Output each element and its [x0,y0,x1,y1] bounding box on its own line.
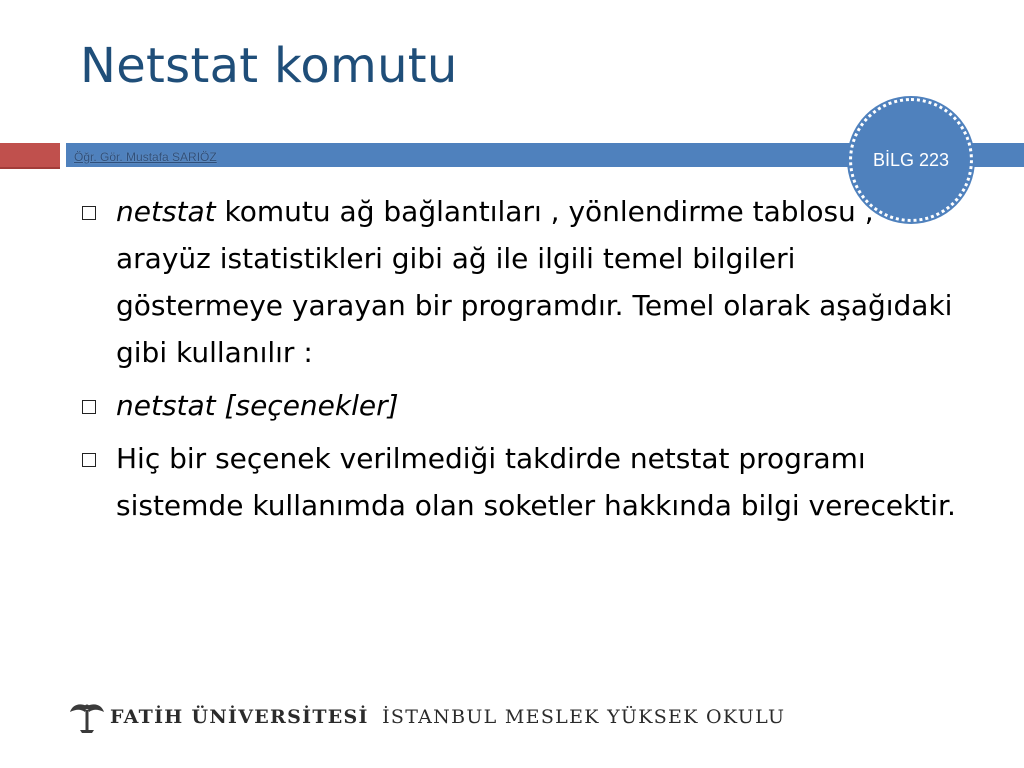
header-band-accent [0,143,60,169]
bullet-item [80,382,960,429]
bullet-term: netstat [116,195,216,228]
bullet-text: komutu ağ bağlantıları , yönlendirme tablosu , arayüz istatistikleri gibi ağ ile ilgili temel bilgileri göstermeye yarayan bir programdır. Temel olarak aşağıdaki gibi kullanılır : [116,195,953,369]
bullet-term: netstat [seçenekler] [116,389,399,422]
footer-branding [68,700,785,734]
author-label: Öğr. Gör. Mustafa SARIÖZ [74,150,217,164]
square-bullet-icon [82,453,96,467]
school-name: İSTANBUL MESLEK YÜKSEK OKULU [382,706,786,728]
square-bullet-icon [82,400,96,414]
university-logo-icon [68,700,106,734]
university-name: FATİH ÜNİVERSİTESİ [110,706,369,728]
course-code: BİLG 223 [872,149,950,170]
bullet-text: Hiç bir seçenek verilmediği takdirde netstat programı sistemde kullanımda olan soketler hakkında bilgi verecektir. [116,442,956,522]
slide-title: Netstat komutu [80,38,458,94]
bullet-item [80,435,960,529]
square-bullet-icon [82,206,96,220]
bullet-item [80,188,960,376]
bullet-list [80,188,960,535]
